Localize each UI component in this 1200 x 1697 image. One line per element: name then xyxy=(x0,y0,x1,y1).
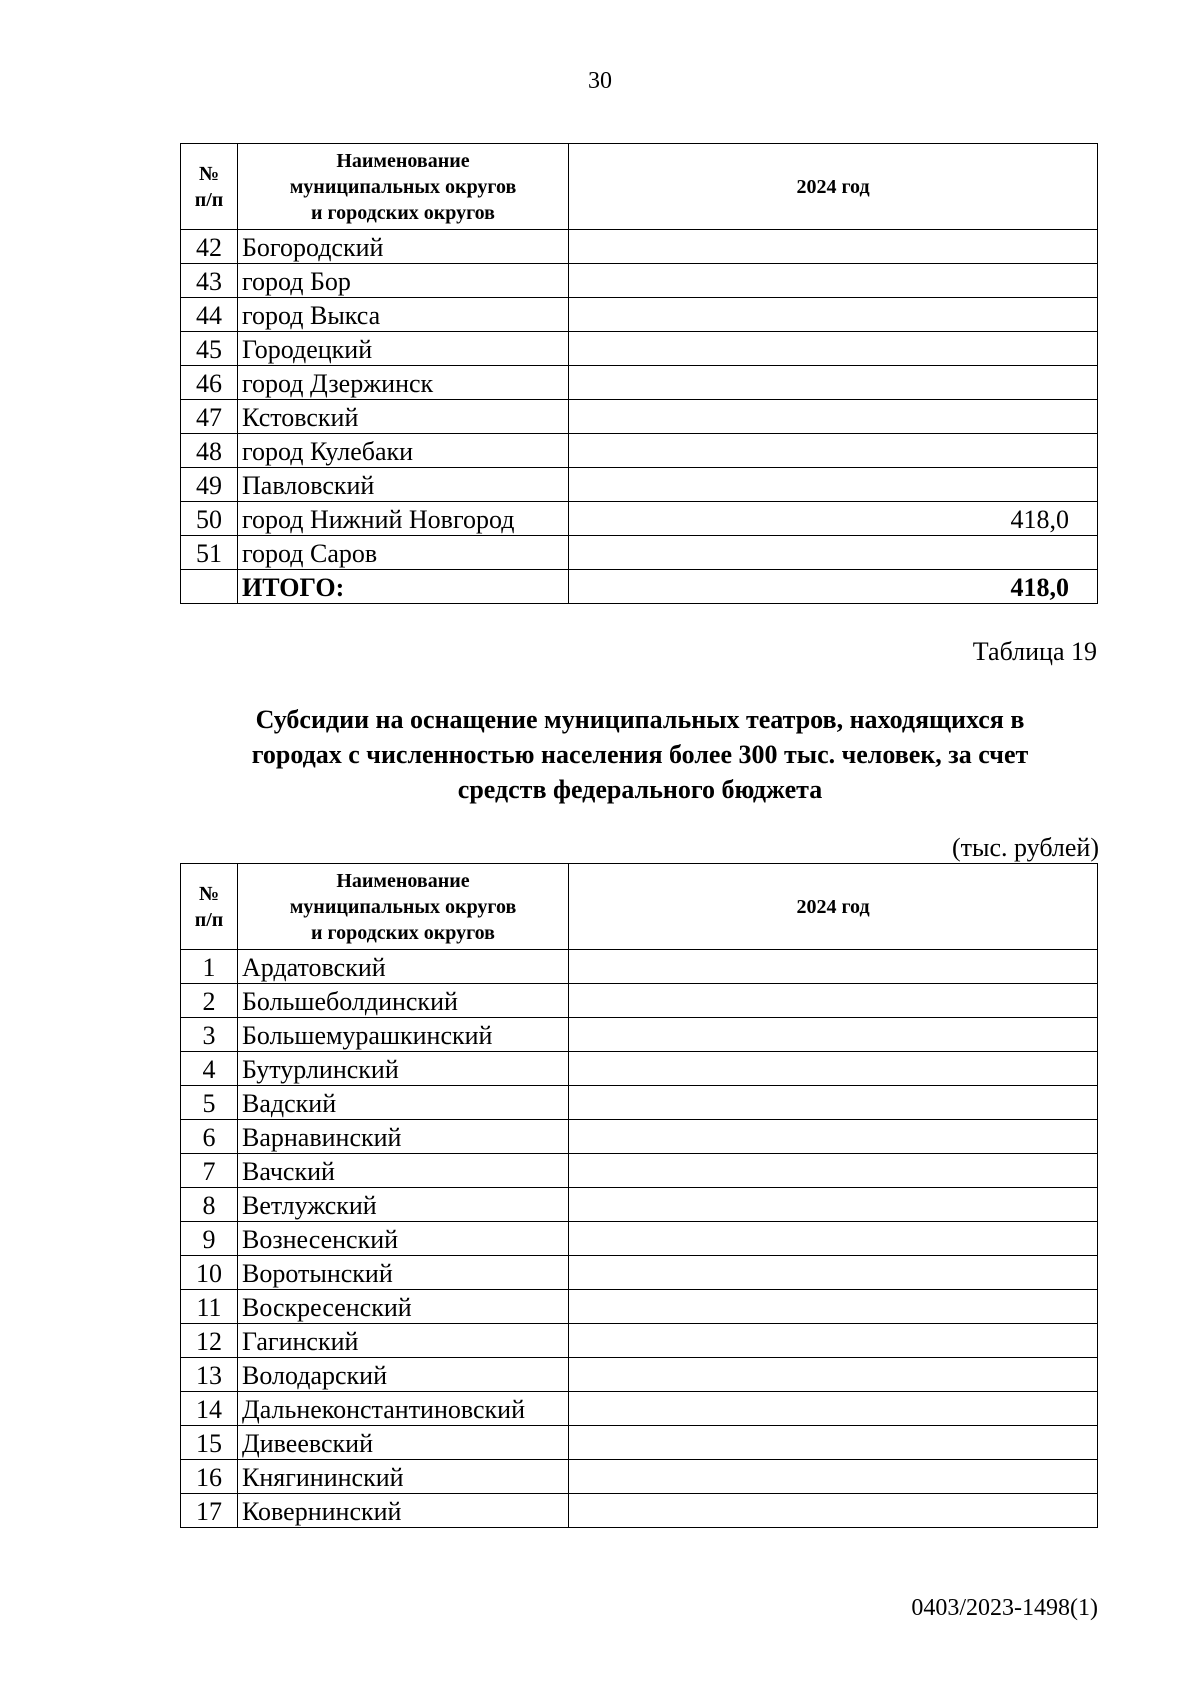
amount-cell xyxy=(569,1494,1098,1528)
amount-cell xyxy=(569,1120,1098,1154)
row-number-cell: 50 xyxy=(181,502,238,536)
district-name-cell: Вадский xyxy=(238,1086,569,1120)
section-title-line: средств федерального бюджета xyxy=(457,775,823,804)
row-number-cell: 17 xyxy=(181,1494,238,1528)
table-row xyxy=(181,1256,1098,1290)
district-name-cell: город Дзержинск xyxy=(238,366,569,400)
amount-cell xyxy=(569,332,1098,366)
amount-cell xyxy=(569,1018,1098,1052)
district-name-cell: Гагинский xyxy=(238,1324,569,1358)
district-name-cell: Ветлужский xyxy=(238,1188,569,1222)
district-name-cell: город Бор xyxy=(238,264,569,298)
district-name-cell: Княгининский xyxy=(238,1460,569,1494)
section-title-line: Субсидии на оснащение муниципальных театров, находящихся в xyxy=(255,705,1025,734)
district-name-cell: Бутурлинский xyxy=(238,1052,569,1086)
header-text: Наименование xyxy=(336,869,470,892)
column-header-number xyxy=(181,864,238,950)
row-number-cell: 2 xyxy=(181,984,238,1018)
row-number-cell: 6 xyxy=(181,1120,238,1154)
row-number-cell: 47 xyxy=(181,400,238,434)
section-title-line: городах с численностью населения более 300 тыс. человек, за счет xyxy=(251,740,1029,769)
district-name-cell: Городецкий xyxy=(238,332,569,366)
table-row xyxy=(181,1426,1098,1460)
page-number: 30 xyxy=(588,68,612,94)
document-id: 0403/2023-1498(1) xyxy=(911,1595,1098,1621)
table-header-row xyxy=(181,864,1098,950)
district-name-cell: Ардатовский xyxy=(238,950,569,984)
table-row xyxy=(181,502,1098,536)
district-name-cell: Дальнеконстантиновский xyxy=(238,1392,569,1426)
header-text: п/п xyxy=(194,908,224,931)
table-row xyxy=(181,536,1098,570)
column-header-year: 2024 год xyxy=(569,144,1098,230)
amount-cell xyxy=(569,1154,1098,1188)
amount-cell xyxy=(569,1392,1098,1426)
row-number-cell: 9 xyxy=(181,1222,238,1256)
district-name-cell: Воскресенский xyxy=(238,1290,569,1324)
row-number-cell: 42 xyxy=(181,230,238,264)
row-number-cell: 49 xyxy=(181,468,238,502)
table-row xyxy=(181,468,1098,502)
row-number-cell: 3 xyxy=(181,1018,238,1052)
amount-cell xyxy=(569,1188,1098,1222)
total-number-cell xyxy=(181,570,238,604)
row-number-cell: 51 xyxy=(181,536,238,570)
row-number-cell: 7 xyxy=(181,1154,238,1188)
district-name-cell: Кстовский xyxy=(238,400,569,434)
header-text: и городских округов xyxy=(311,201,495,224)
table-row xyxy=(181,1052,1098,1086)
district-name-cell: Вачский xyxy=(238,1154,569,1188)
total-value: 418,0 xyxy=(569,570,1098,604)
district-name-cell: город Выкса xyxy=(238,298,569,332)
row-number-cell: 4 xyxy=(181,1052,238,1086)
column-header-year: 2024 год xyxy=(569,864,1098,950)
table-row xyxy=(181,1188,1098,1222)
row-number-cell: 8 xyxy=(181,1188,238,1222)
table-row xyxy=(181,1154,1098,1188)
amount-cell xyxy=(569,468,1098,502)
header-text: № xyxy=(198,882,220,905)
table-row xyxy=(181,950,1098,984)
amount-cell xyxy=(569,400,1098,434)
row-number-cell: 46 xyxy=(181,366,238,400)
table-row xyxy=(181,298,1098,332)
table-row xyxy=(181,434,1098,468)
table-row xyxy=(181,1392,1098,1426)
row-number-cell: 45 xyxy=(181,332,238,366)
section-title xyxy=(190,702,1090,807)
row-number-cell: 10 xyxy=(181,1256,238,1290)
table-row xyxy=(181,1324,1098,1358)
amount-cell xyxy=(569,536,1098,570)
district-name-cell: Большеболдинский xyxy=(238,984,569,1018)
district-name-cell: Павловский xyxy=(238,468,569,502)
amount-cell xyxy=(569,1358,1098,1392)
amount-cell xyxy=(569,1460,1098,1494)
column-header-name xyxy=(238,864,569,950)
table-row xyxy=(181,1494,1098,1528)
district-name-cell: Большемурашкинский xyxy=(238,1018,569,1052)
amount-cell xyxy=(569,950,1098,984)
amount-cell xyxy=(569,298,1098,332)
row-number-cell: 44 xyxy=(181,298,238,332)
district-name-cell: Варнавинский xyxy=(238,1120,569,1154)
amount-cell xyxy=(569,230,1098,264)
row-number-cell: 13 xyxy=(181,1358,238,1392)
table-header-row xyxy=(181,144,1098,230)
amount-cell xyxy=(569,1086,1098,1120)
column-header-name xyxy=(238,144,569,230)
table-row xyxy=(181,984,1098,1018)
amount-cell xyxy=(569,1256,1098,1290)
amount-cell xyxy=(569,1222,1098,1256)
row-number-cell: 14 xyxy=(181,1392,238,1426)
row-number-cell: 43 xyxy=(181,264,238,298)
district-name-cell: город Саров xyxy=(238,536,569,570)
row-number-cell: 1 xyxy=(181,950,238,984)
district-name-cell: Воротынский xyxy=(238,1256,569,1290)
table-row xyxy=(181,332,1098,366)
district-name-cell: Богородский xyxy=(238,230,569,264)
table-row xyxy=(181,1120,1098,1154)
column-header-number xyxy=(181,144,238,230)
header-text: муниципальных округов xyxy=(289,895,517,918)
row-number-cell: 11 xyxy=(181,1290,238,1324)
header-text: и городских округов xyxy=(311,921,495,944)
total-row xyxy=(181,570,1098,604)
theater-subsidy-table xyxy=(180,863,1098,1528)
amount-cell xyxy=(569,1290,1098,1324)
district-name-cell: Ковернинский xyxy=(238,1494,569,1528)
district-name-cell: город Нижний Новгород xyxy=(238,502,569,536)
district-name-cell: Дивеевский xyxy=(238,1426,569,1460)
amount-cell xyxy=(569,264,1098,298)
row-number-cell: 5 xyxy=(181,1086,238,1120)
table-row xyxy=(181,1290,1098,1324)
header-text: п/п xyxy=(194,188,224,211)
table-row xyxy=(181,1358,1098,1392)
row-number-cell: 16 xyxy=(181,1460,238,1494)
allocation-table-continued xyxy=(180,143,1098,604)
table-row xyxy=(181,230,1098,264)
units-note: (тыс. рублей) xyxy=(951,833,1099,862)
table-row xyxy=(181,366,1098,400)
header-text: муниципальных округов xyxy=(289,175,517,198)
total-label: ИТОГО: xyxy=(238,570,569,604)
table-row xyxy=(181,400,1098,434)
amount-cell xyxy=(569,1052,1098,1086)
amount-cell xyxy=(569,1324,1098,1358)
table-row xyxy=(181,1222,1098,1256)
row-number-cell: 12 xyxy=(181,1324,238,1358)
row-number-cell: 15 xyxy=(181,1426,238,1460)
table-row xyxy=(181,1018,1098,1052)
amount-cell xyxy=(569,984,1098,1018)
amount-cell xyxy=(569,366,1098,400)
row-number-cell: 48 xyxy=(181,434,238,468)
district-name-cell: Вознесенский xyxy=(238,1222,569,1256)
amount-cell xyxy=(569,434,1098,468)
table-row xyxy=(181,1086,1098,1120)
amount-cell: 418,0 xyxy=(569,502,1098,536)
header-text: № xyxy=(198,162,220,185)
district-name-cell: Володарский xyxy=(238,1358,569,1392)
table-caption: Таблица 19 xyxy=(972,637,1097,666)
district-name-cell: город Кулебаки xyxy=(238,434,569,468)
amount-cell xyxy=(569,1426,1098,1460)
header-text: Наименование xyxy=(336,149,470,172)
table-row xyxy=(181,1460,1098,1494)
table-row xyxy=(181,264,1098,298)
